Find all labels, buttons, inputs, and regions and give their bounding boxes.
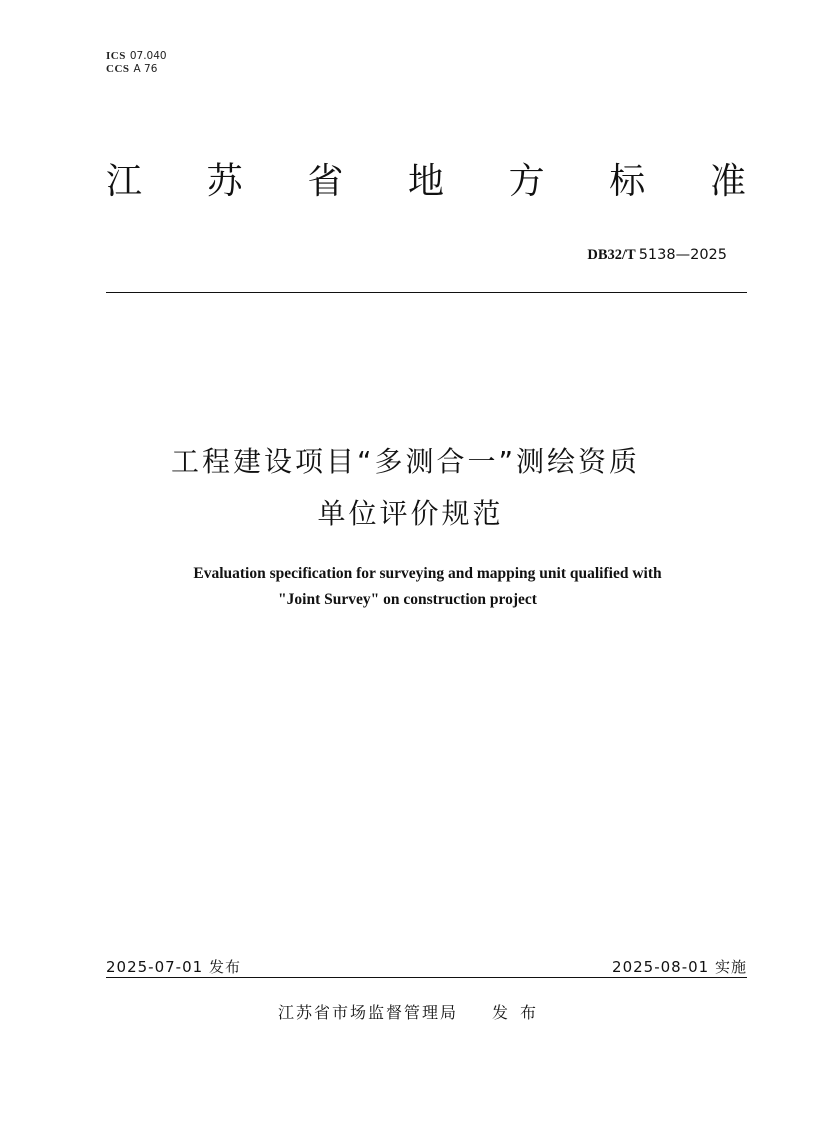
standard-type-char: 标 (609, 161, 646, 202)
english-title-line-2: "Joint Survey" on construction project (278, 591, 537, 608)
ics-label: ICS (106, 50, 126, 62)
publisher-name: 江苏省市场监督管理局 (278, 1003, 459, 1022)
top-divider (106, 292, 747, 293)
issue-date: 2025-07-01 发布 (106, 958, 241, 976)
ccs-label: CCS (106, 63, 130, 75)
standard-type-char: 地 (407, 161, 444, 202)
ccs-value: A 76 (133, 63, 158, 75)
implementation-date: 2025-08-01 实施 (612, 958, 747, 976)
standard-type-char: 江 (106, 161, 143, 202)
standard-type-char: 方 (508, 161, 545, 202)
standard-type-char: 苏 (206, 161, 243, 202)
standard-number (587, 246, 727, 264)
standard-type-char: 省 (307, 161, 344, 202)
chinese-title-line-1: 工程建设项目“多测合一”测绘资质 (170, 445, 640, 478)
bottom-divider (106, 977, 747, 978)
publisher-action: 发布 (492, 1003, 549, 1022)
ics-value: 07.040 (129, 50, 167, 62)
english-title-line-1: Evaluation specification for surveying and mapping unit qualified with (193, 565, 662, 582)
ics-code (106, 49, 167, 63)
standard-type-heading (106, 160, 746, 204)
chinese-title-line-2: 单位评价规范 (317, 497, 504, 530)
standard-type-char: 准 (709, 161, 746, 202)
standard-number-value: 5138—2025 (638, 247, 727, 263)
ccs-code (106, 62, 157, 76)
standard-number-prefix: DB32/T (587, 247, 636, 263)
publisher (278, 1003, 548, 1023)
